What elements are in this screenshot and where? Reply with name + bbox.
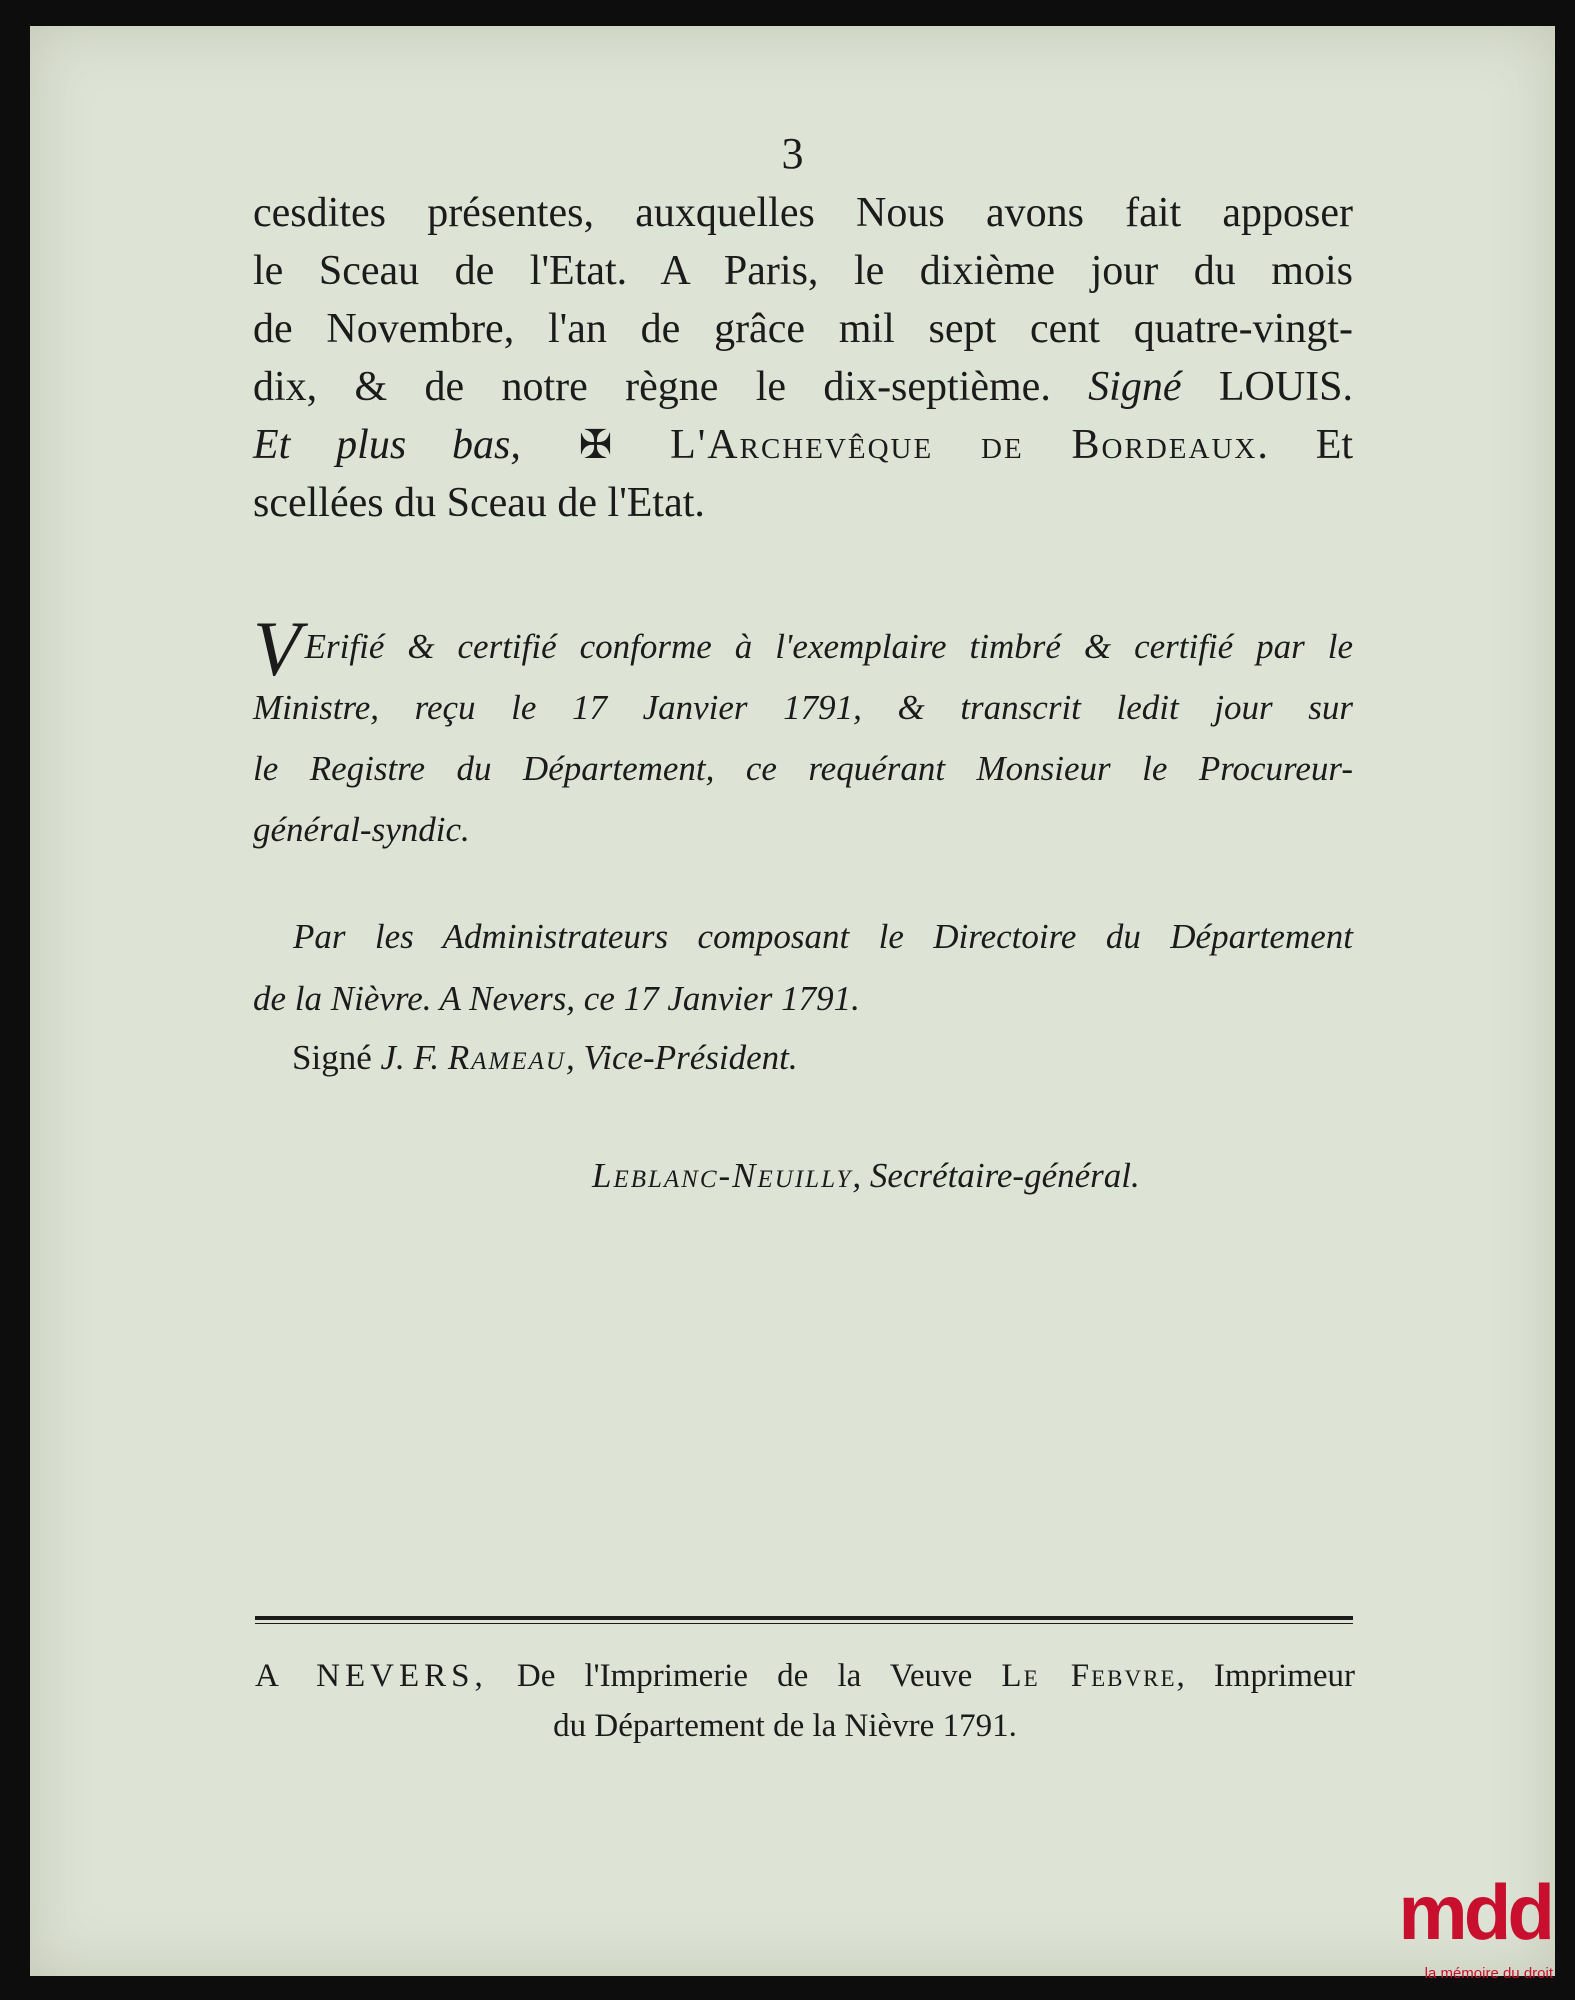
signer-name: Rameau <box>447 1038 566 1077</box>
imprint-city: A NEVERS, <box>255 1658 488 1694</box>
imprint-text: De l'Imprimerie de la Veuve <box>516 1658 973 1694</box>
signed-prefix: Signé <box>292 1038 372 1077</box>
imprint-line <box>255 1651 1355 1701</box>
certify-line: général-syndic. <box>253 810 470 849</box>
secretary-signature <box>592 1156 1140 1196</box>
imprint-printer: Le Febvre <box>1001 1658 1177 1694</box>
body-line: de Novembre, l'an de grâce mil sept cent quatre-vingt- <box>253 306 1353 352</box>
signer-initials: J. F. <box>380 1038 440 1077</box>
imprint-line: du Département de la Nièvre 1791. <box>553 1708 1017 1744</box>
mdd-logo <box>1390 1868 1555 1982</box>
cross-icon: ✠ <box>578 422 613 467</box>
certify-line: Ministre, reçu le 17 Janvier 1791, & transcrit ledit jour sur <box>253 688 1353 727</box>
certify-line: Erifié & certifié conforme à l'exemplaire timbré & certifié par le <box>304 627 1353 666</box>
decree-closing-text <box>253 184 1353 532</box>
archbishop-name: L'Archevêque de Bordeaux. <box>670 422 1270 468</box>
imprint-rule-thin <box>255 1623 1353 1624</box>
et-word: Et <box>1315 422 1354 468</box>
logo-caption: la mémoire du droit <box>1424 1965 1553 1982</box>
page-number: 3 <box>781 129 804 178</box>
body-line: le Sceau de l'Etat. A Paris, le dixième jour du mois <box>253 248 1353 294</box>
vice-president-signature <box>292 1038 798 1078</box>
sealed-line: scellées du Sceau de l'Etat. <box>253 480 705 526</box>
signer-title: , Vice-Président. <box>565 1038 798 1077</box>
body-line: dix, & de notre règne le dix-septième. <box>253 364 1051 410</box>
document-page <box>30 26 1555 1976</box>
admin-line: Par les Administrateurs composant le Directoire du Département <box>293 917 1353 956</box>
certify-line: le Registre du Département, ce requérant Monsieur le Procureur- <box>253 749 1353 788</box>
printer-imprint <box>255 1651 1355 1751</box>
admin-line: de la Nièvre. A Nevers, ce 17 Janvier 1791. <box>253 979 860 1018</box>
signed-word: Signé <box>1088 364 1182 410</box>
imprint-printer-title: , Imprimeur <box>1176 1658 1356 1694</box>
imprint-rule <box>255 1616 1353 1620</box>
drop-cap: V <box>253 605 301 692</box>
secretary-name: Leblanc-Neuilly <box>592 1156 853 1195</box>
countersignature-line <box>253 416 1353 474</box>
king-signature: LOUIS. <box>1218 364 1353 410</box>
body-line-with-signature <box>253 358 1353 416</box>
body-line: cesdites présentes, auxquelles Nous avons fait apposer <box>253 190 1353 236</box>
administrators-paragraph <box>253 906 1353 1030</box>
secretary-title: , Secrétaire-général. <box>852 1156 1140 1195</box>
et-plus-bas: Et plus bas, <box>253 422 521 468</box>
certification-paragraph <box>253 605 1353 860</box>
logo-text: mdd <box>1398 1868 1551 1956</box>
